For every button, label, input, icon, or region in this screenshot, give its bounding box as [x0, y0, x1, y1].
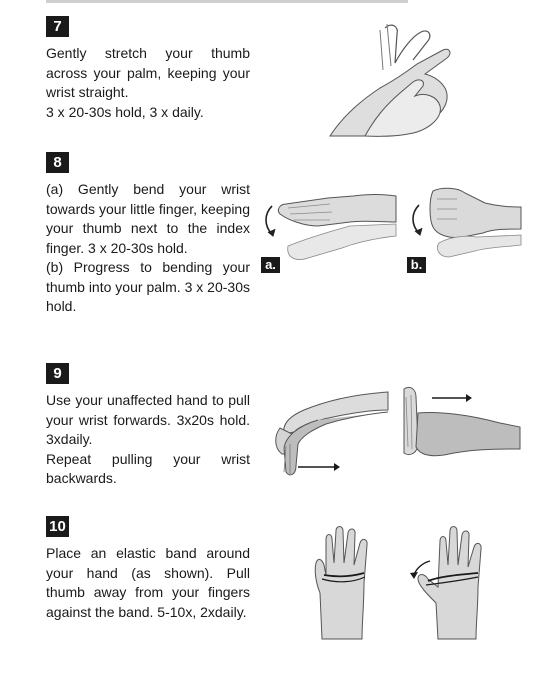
- exercise-number: 10: [46, 516, 69, 537]
- exercise-number: 7: [46, 16, 69, 37]
- instruction-line: Gently stretch your thumb across your palm, keeping your wrist straight.: [46, 45, 250, 100]
- hand-with-elastic-band-illustration: [312, 523, 374, 641]
- exercise-9: [46, 363, 250, 489]
- exercise-number: 9: [46, 363, 69, 384]
- exercise-instructions: [46, 180, 250, 317]
- exercise-instructions: [46, 544, 250, 622]
- image-label-a: a.: [261, 257, 280, 273]
- instruction-line: Repeat pulling your wrist backwards.: [46, 450, 250, 486]
- top-rule: [46, 0, 408, 3]
- exercise-instructions: [46, 44, 250, 122]
- wrist-pull-backward-illustration: [400, 383, 522, 483]
- thumb-stretch-illustration: [325, 18, 460, 138]
- instruction-line: (b) Progress to bending your thumb into your palm. 3 x 20-30s hold.: [46, 259, 250, 314]
- image-label-b: b.: [407, 257, 426, 273]
- instruction-line: (a) Gently bend your wrist towards your little finger, keeping your thumb next to the index finger. 3 x 20-30s hold.: [46, 181, 250, 256]
- thumb-pull-against-band-illustration: [408, 523, 488, 641]
- instruction-line: 3 x 20-30s hold, 3 x daily.: [46, 103, 204, 120]
- exercise-instructions: [46, 391, 250, 489]
- exercise-number: 8: [46, 152, 69, 173]
- wrist-pull-forward-illustration: [268, 388, 390, 488]
- instruction-line: Place an elastic band around your hand (as shown). Pull thumb away from your fingers against the band. 5-10x, 2xdaily.: [46, 545, 250, 620]
- exercise-10: [46, 516, 250, 622]
- exercise-8: [46, 152, 250, 317]
- exercise-7: [46, 16, 250, 122]
- instruction-line: Use your unaffected hand to pull your wrist forwards. 3x20s hold. 3xdaily.: [46, 392, 250, 447]
